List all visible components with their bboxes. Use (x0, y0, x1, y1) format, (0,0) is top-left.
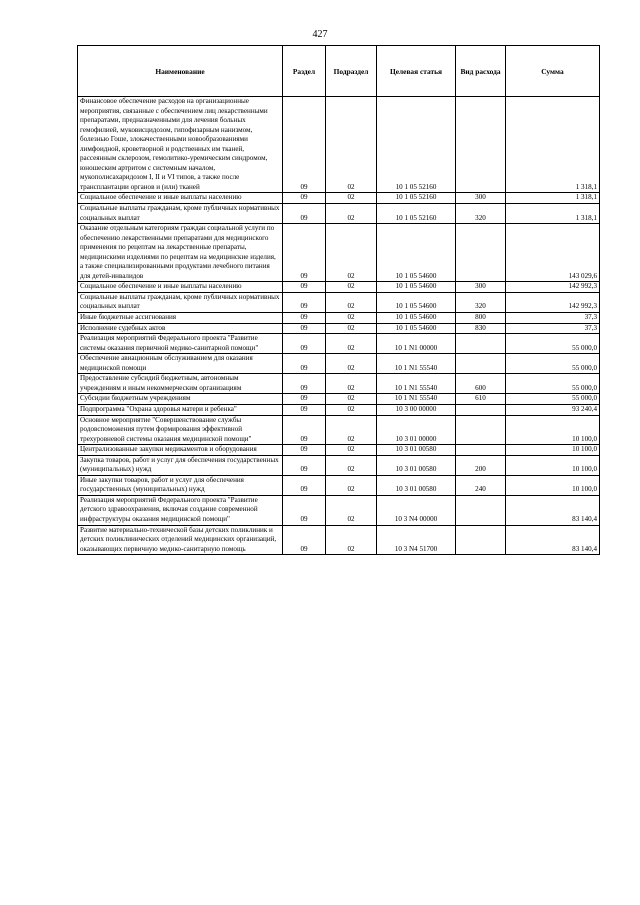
row-subsection-cell: 02 (326, 415, 377, 445)
table-row (78, 313, 600, 324)
row-expense-type-cell: 300 (456, 282, 506, 293)
row-target-cell: 10 1 N1 55540 (377, 354, 456, 374)
row-section-cell: 09 (283, 97, 326, 193)
table-row (78, 204, 600, 224)
row-sum-cell: 83 140,4 (506, 525, 600, 555)
row-section-cell: 09 (283, 204, 326, 224)
header-section: Раздел (283, 46, 326, 97)
row-name-cell: Финансовое обеспечение расходов на организационные мероприятия, связанные с обеспечением лиц лекарственными препаратами, предназначенными для лечения больных гемофилией, муковисцидозом, гипофизарным нанизмом, болезнью Гоше, злокачественными новообразованиями лимфоидной, кроветворной и родственных им тканей, рассеянным склерозом, гемолитико-уремическим синдромом, юношеским артритом с системным началом, мукополисахаридозом I, II и VI типов, а также после трансплантации органов и (или) тканей (78, 97, 283, 193)
row-section-cell: 09 (283, 323, 326, 334)
row-name-cell: Социальное обеспечение и иные выплаты населению (78, 282, 283, 293)
row-sum-cell: 55 000,0 (506, 394, 600, 405)
row-target-cell: 10 3 N4 51700 (377, 525, 456, 555)
row-subsection-cell: 02 (326, 495, 377, 525)
row-expense-type-cell: 320 (456, 292, 506, 312)
row-sum-cell: 1 318,1 (506, 193, 600, 204)
row-name-cell: Централизованные закупки медикаментов и оборудования (78, 445, 283, 456)
row-subsection-cell: 02 (326, 525, 377, 555)
row-expense-type-cell (456, 354, 506, 374)
row-expense-type-cell: 610 (456, 394, 506, 405)
row-target-cell: 10 3 01 00580 (377, 445, 456, 456)
row-subsection-cell: 02 (326, 323, 377, 334)
row-target-cell: 10 3 00 00000 (377, 404, 456, 415)
row-target-cell: 10 1 N1 55540 (377, 374, 456, 394)
row-name-cell: Иные бюджетные ассигнования (78, 313, 283, 324)
row-target-cell: 10 1 N1 00000 (377, 334, 456, 354)
row-section-cell: 09 (283, 495, 326, 525)
row-section-cell: 09 (283, 292, 326, 312)
header-target: Целевая статья (377, 46, 456, 97)
row-sum-cell: 83 140,4 (506, 495, 600, 525)
row-name-cell: Закупка товаров, работ и услуг для обеспечения государственных (муниципальных) нужд (78, 455, 283, 475)
table-row (78, 415, 600, 445)
row-name-cell: Исполнение судебных актов (78, 323, 283, 334)
row-expense-type-cell: 830 (456, 323, 506, 334)
row-target-cell: 10 1 N1 55540 (377, 394, 456, 405)
row-target-cell: 10 3 01 00580 (377, 455, 456, 475)
row-name-cell: Иные закупки товаров, работ и услуг для обеспечения государственных (муниципальных) нужд (78, 475, 283, 495)
row-sum-cell: 10 100,0 (506, 415, 600, 445)
table-row (78, 292, 600, 312)
row-target-cell: 10 3 01 00000 (377, 415, 456, 445)
row-target-cell: 10 1 05 54600 (377, 292, 456, 312)
table-row (78, 374, 600, 394)
row-name-cell: Социальные выплаты гражданам, кроме публичных нормативных социальных выплат (78, 204, 283, 224)
row-section-cell: 09 (283, 475, 326, 495)
table-row (78, 495, 600, 525)
header-name: Наименование (78, 46, 283, 97)
row-sum-cell: 55 000,0 (506, 354, 600, 374)
table-row (78, 334, 600, 354)
row-target-cell: 10 1 05 52160 (377, 193, 456, 204)
row-expense-type-cell: 320 (456, 204, 506, 224)
row-section-cell: 09 (283, 193, 326, 204)
row-sum-cell: 93 240,4 (506, 404, 600, 415)
budget-table (77, 45, 600, 555)
table-row (78, 445, 600, 456)
row-target-cell: 10 1 05 54600 (377, 323, 456, 334)
row-expense-type-cell: 200 (456, 455, 506, 475)
row-section-cell: 09 (283, 525, 326, 555)
row-expense-type-cell (456, 97, 506, 193)
row-name-cell: Основное мероприятие "Совершенствование службы родовспоможения путем формирования эффективной трехуровневой системы оказания медицинской помощи" (78, 415, 283, 445)
row-sum-cell: 1 318,1 (506, 97, 600, 193)
row-section-cell: 09 (283, 282, 326, 293)
header-sum: Сумма (506, 46, 600, 97)
row-subsection-cell: 02 (326, 374, 377, 394)
table-row (78, 404, 600, 415)
table-row (78, 354, 600, 374)
row-target-cell: 10 1 05 52160 (377, 204, 456, 224)
row-subsection-cell: 02 (326, 204, 377, 224)
row-name-cell: Субсидии бюджетным учреждениям (78, 394, 283, 405)
row-target-cell: 10 3 N4 00000 (377, 495, 456, 525)
row-subsection-cell: 02 (326, 394, 377, 405)
row-name-cell: Оказание отдельным категориям граждан социальной услуги по обеспечению лекарственными препаратами для медицинского применения по рецептам на лекарственные препараты, медицинскими изделиями по рецептам на медицинские изделия, а также специализированными продуктами лечебного питания для детей-инвалидов (78, 224, 283, 282)
row-target-cell: 10 1 05 54600 (377, 282, 456, 293)
row-subsection-cell: 02 (326, 193, 377, 204)
row-expense-type-cell (456, 495, 506, 525)
row-expense-type-cell (456, 404, 506, 415)
row-sum-cell: 142 992,3 (506, 282, 600, 293)
row-name-cell: Реализация мероприятий Федерального проекта "Развитие системы оказания первичной медико-санитарной помощи" (78, 334, 283, 354)
row-section-cell: 09 (283, 394, 326, 405)
table-row (78, 97, 600, 193)
row-expense-type-cell (456, 334, 506, 354)
row-sum-cell: 142 992,3 (506, 292, 600, 312)
row-name-cell: Подпрограмма "Охрана здоровья матери и ребенка" (78, 404, 283, 415)
row-expense-type-cell (456, 224, 506, 282)
row-section-cell: 09 (283, 354, 326, 374)
row-sum-cell: 55 000,0 (506, 334, 600, 354)
table-row (78, 282, 600, 293)
row-sum-cell: 55 000,0 (506, 374, 600, 394)
row-name-cell: Реализация мероприятий Федерального проекта "Развитие детского здравоохранения, включая создание современной инфраструктуры оказания медицинской помощи" (78, 495, 283, 525)
row-name-cell: Социальные выплаты гражданам, кроме публичных нормативных социальных выплат (78, 292, 283, 312)
row-name-cell: Развитие материально-технической базы детских поликлиник и детских поликлинических отделений медицинских организаций, оказывающих первичную медико-санитарную помощь (78, 525, 283, 555)
row-section-cell: 09 (283, 374, 326, 394)
table-row (78, 475, 600, 495)
row-target-cell: 10 3 01 00580 (377, 475, 456, 495)
row-section-cell: 09 (283, 455, 326, 475)
row-section-cell: 09 (283, 334, 326, 354)
header-expense-type: Вид расхода (456, 46, 506, 97)
row-name-cell: Обеспечение авиационным обслуживанием для оказания медицинской помощи (78, 354, 283, 374)
row-expense-type-cell: 800 (456, 313, 506, 324)
row-subsection-cell: 02 (326, 455, 377, 475)
row-expense-type-cell (456, 525, 506, 555)
table-row (78, 525, 600, 555)
row-subsection-cell: 02 (326, 334, 377, 354)
row-subsection-cell: 02 (326, 354, 377, 374)
row-sum-cell: 10 100,0 (506, 445, 600, 456)
row-section-cell: 09 (283, 224, 326, 282)
row-expense-type-cell: 240 (456, 475, 506, 495)
row-expense-type-cell (456, 415, 506, 445)
row-section-cell: 09 (283, 404, 326, 415)
row-sum-cell: 37,3 (506, 323, 600, 334)
row-subsection-cell: 02 (326, 224, 377, 282)
header-subsection: Подраздел (326, 46, 377, 97)
row-section-cell: 09 (283, 445, 326, 456)
page-number: 427 (312, 29, 328, 40)
table-row (78, 323, 600, 334)
row-target-cell: 10 1 05 54600 (377, 313, 456, 324)
table-row (78, 193, 600, 204)
row-target-cell: 10 1 05 52160 (377, 97, 456, 193)
row-target-cell: 10 1 05 54600 (377, 224, 456, 282)
row-section-cell: 09 (283, 415, 326, 445)
row-sum-cell: 143 029,6 (506, 224, 600, 282)
row-name-cell: Социальное обеспечение и иные выплаты населению (78, 193, 283, 204)
row-expense-type-cell: 600 (456, 374, 506, 394)
table-row (78, 455, 600, 475)
row-expense-type-cell: 300 (456, 193, 506, 204)
table-row (78, 224, 600, 282)
row-expense-type-cell (456, 445, 506, 456)
row-subsection-cell: 02 (326, 282, 377, 293)
row-section-cell: 09 (283, 313, 326, 324)
row-subsection-cell: 02 (326, 292, 377, 312)
row-subsection-cell: 02 (326, 445, 377, 456)
row-subsection-cell: 02 (326, 475, 377, 495)
row-sum-cell: 1 318,1 (506, 204, 600, 224)
row-sum-cell: 10 100,0 (506, 475, 600, 495)
row-sum-cell: 37,3 (506, 313, 600, 324)
row-sum-cell: 10 100,0 (506, 455, 600, 475)
row-subsection-cell: 02 (326, 97, 377, 193)
row-name-cell: Предоставление субсидий бюджетным, автономным учреждениям и иным некоммерческим организациям (78, 374, 283, 394)
table-header-row (78, 46, 600, 97)
table-row (78, 394, 600, 405)
row-subsection-cell: 02 (326, 313, 377, 324)
row-subsection-cell: 02 (326, 404, 377, 415)
table-body (78, 97, 600, 555)
